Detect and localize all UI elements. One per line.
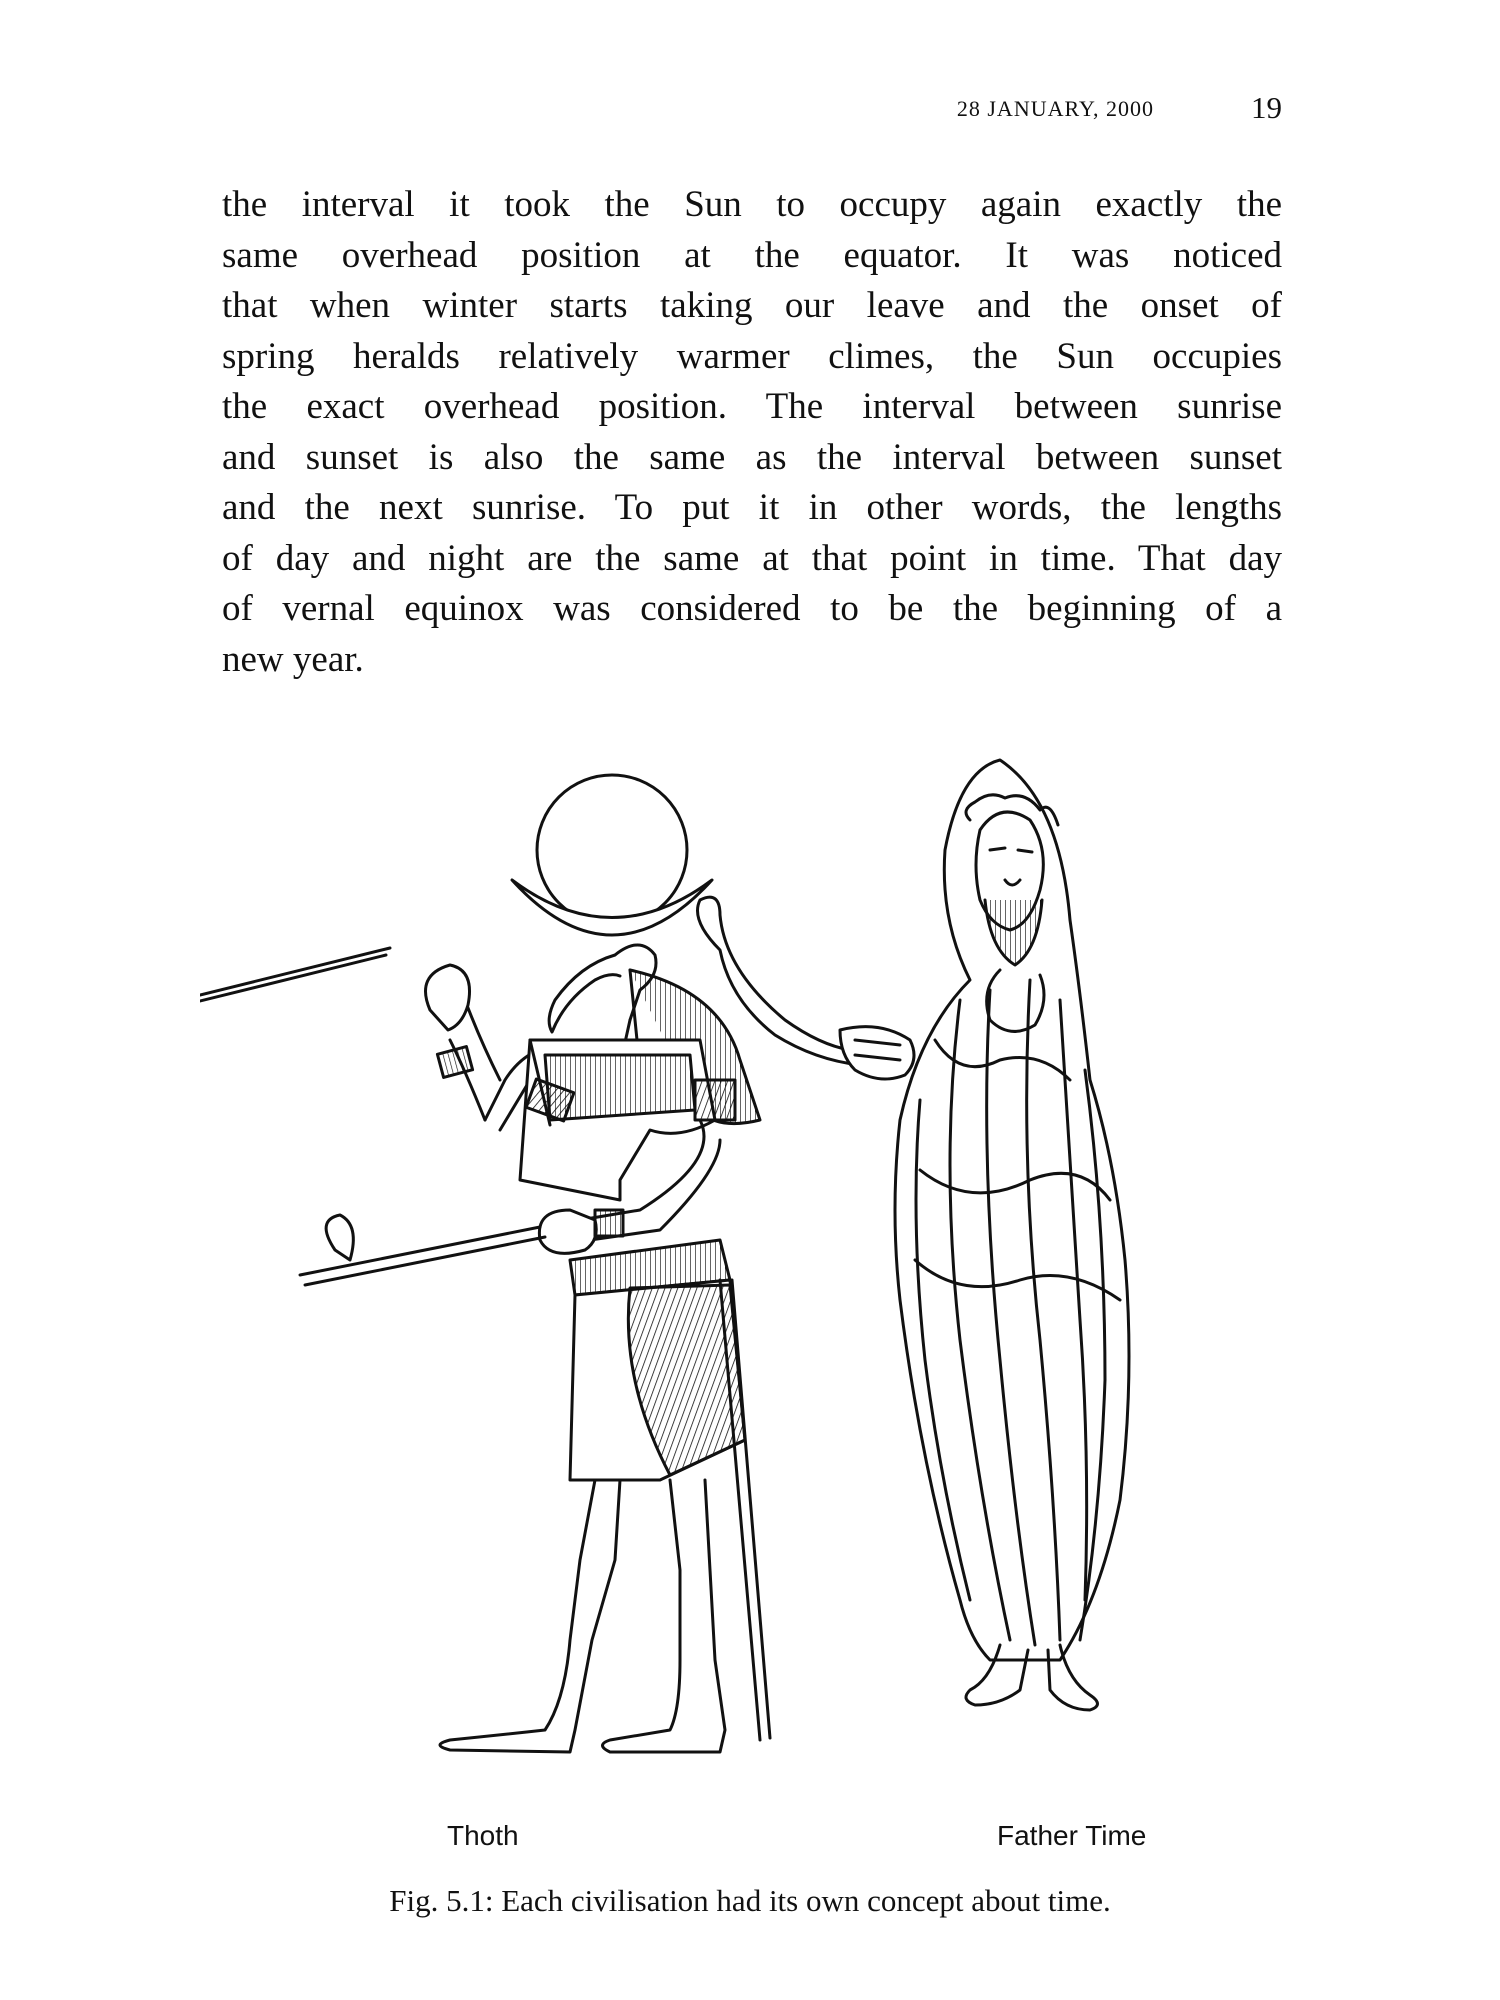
figure-label-father-time: Father Time bbox=[997, 1820, 1147, 1851]
body-line: same overhead position at the equator. It was noticed bbox=[222, 234, 1282, 276]
thoth-drawing bbox=[200, 775, 770, 1752]
body-line: that when winter starts taking our leave and the onset of bbox=[222, 285, 1282, 326]
body-line: spring heralds relatively warmer climes, the Sun occupies bbox=[222, 335, 1282, 377]
body-line: new year. bbox=[222, 638, 364, 680]
figure bbox=[200, 740, 1300, 1851]
body-line: and sunset is also the same as the interval between sunset bbox=[222, 436, 1282, 478]
body-line: of day and night are the same at that point in time. That day bbox=[222, 537, 1282, 579]
body-line: and the next sunrise. To put it in other words, the lengths bbox=[222, 487, 1282, 528]
figure-label-thoth: Thoth bbox=[447, 1820, 519, 1851]
running-head bbox=[222, 90, 1282, 130]
sun-disc-icon bbox=[537, 775, 687, 925]
figure-illustration bbox=[200, 740, 1300, 1820]
body-paragraph bbox=[222, 180, 1282, 685]
running-head-date: 28 JANUARY, 2000 bbox=[956, 96, 1154, 121]
body-line: the interval it took the Sun to occupy again exactly the bbox=[222, 184, 1282, 225]
body-line: of vernal equinox was considered to be the beginning of a bbox=[222, 588, 1282, 629]
body-line: the exact overhead position. The interval between sunrise bbox=[222, 386, 1282, 427]
page-number: 19 bbox=[1251, 90, 1282, 125]
father-time-drawing bbox=[698, 760, 1130, 1710]
crescent-icon bbox=[512, 880, 712, 935]
figure-caption: Fig. 5.1: Each civilisation had its own concept about time. bbox=[389, 1883, 1111, 1918]
